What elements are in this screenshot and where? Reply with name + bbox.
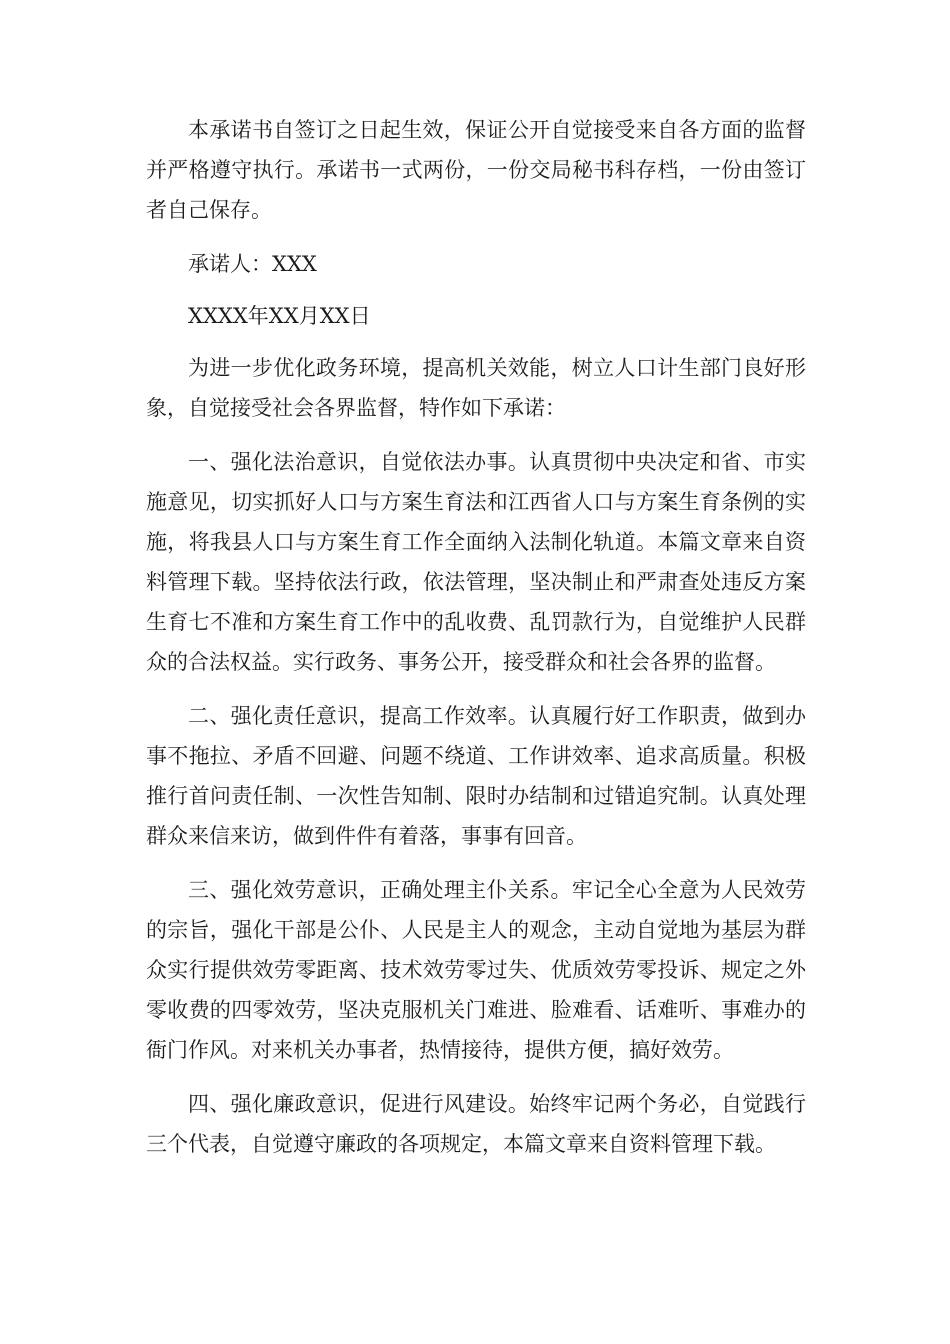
paragraph-effect-clause: 本承诺书自签订之日起生效，保证公开自觉接受来自各方面的监督并严格遵守执行。承诺书一式两份，一份交局秘书科存档，一份由签订者自己保存。 [146, 118, 806, 222]
document-body [146, 110, 806, 1178]
paragraph-item-3: 三、强化效劳意识，正确处理主仆关系。牢记全心全意为人民效劳的宗旨，强化干部是公仆、人民是主人的观念，主动自觉地为基层为群众实行提供效劳零距离、技术效劳零过失、优质效劳零投诉、规定之外零收费的四零效劳，坚决克服机关门难进、脸难看、话难听、事难办的衙门作风。对来机关办事者，热情接待，提供方便，搞好效劳。 [146, 878, 806, 1062]
paragraph-item-4: 四、强化廉政意识，促进行风建设。始终牢记两个务必，自觉践行三个代表，自觉遵守廉政的各项规定，本篇文章来自资料管理下载。 [146, 1092, 806, 1156]
date-line: XXXX年XX月XX日 [188, 304, 371, 328]
paragraph-intro: 为进一步优化政务环境，提高机关效能，树立人口计生部门良好形象，自觉接受社会各界监督，特作如下承诺： [146, 356, 806, 420]
promisor-line: 承诺人：XXX [188, 252, 317, 276]
paragraph-item-1: 一、强化法治意识，自觉依法办事。认真贯彻中央决定和省、市实施意见，切实抓好人口与方案生育法和江西省人口与方案生育条例的实施，将我县人口与方案生育工作全面纳入法制化轨道。本篇文章来自资料管理下载。坚持依法行政，依法管理，坚决制止和严肃查处违反方案生育七不准和方案生育工作中的乱收费、乱罚款行为，自觉维护人民群众的合法权益。实行政务、事务公开，接受群众和社会各界的监督。 [146, 450, 806, 674]
paragraph-item-2: 二、强化责任意识，提高工作效率。认真履行好工作职责，做到办事不拖拉、矛盾不回避、问题不绕道、工作讲效率、追求高质量。积极推行首问责任制、一次性告知制、限时办结制和过错追究制。认真处理群众来信来访，做到件件有着落，事事有回音。 [146, 704, 806, 848]
